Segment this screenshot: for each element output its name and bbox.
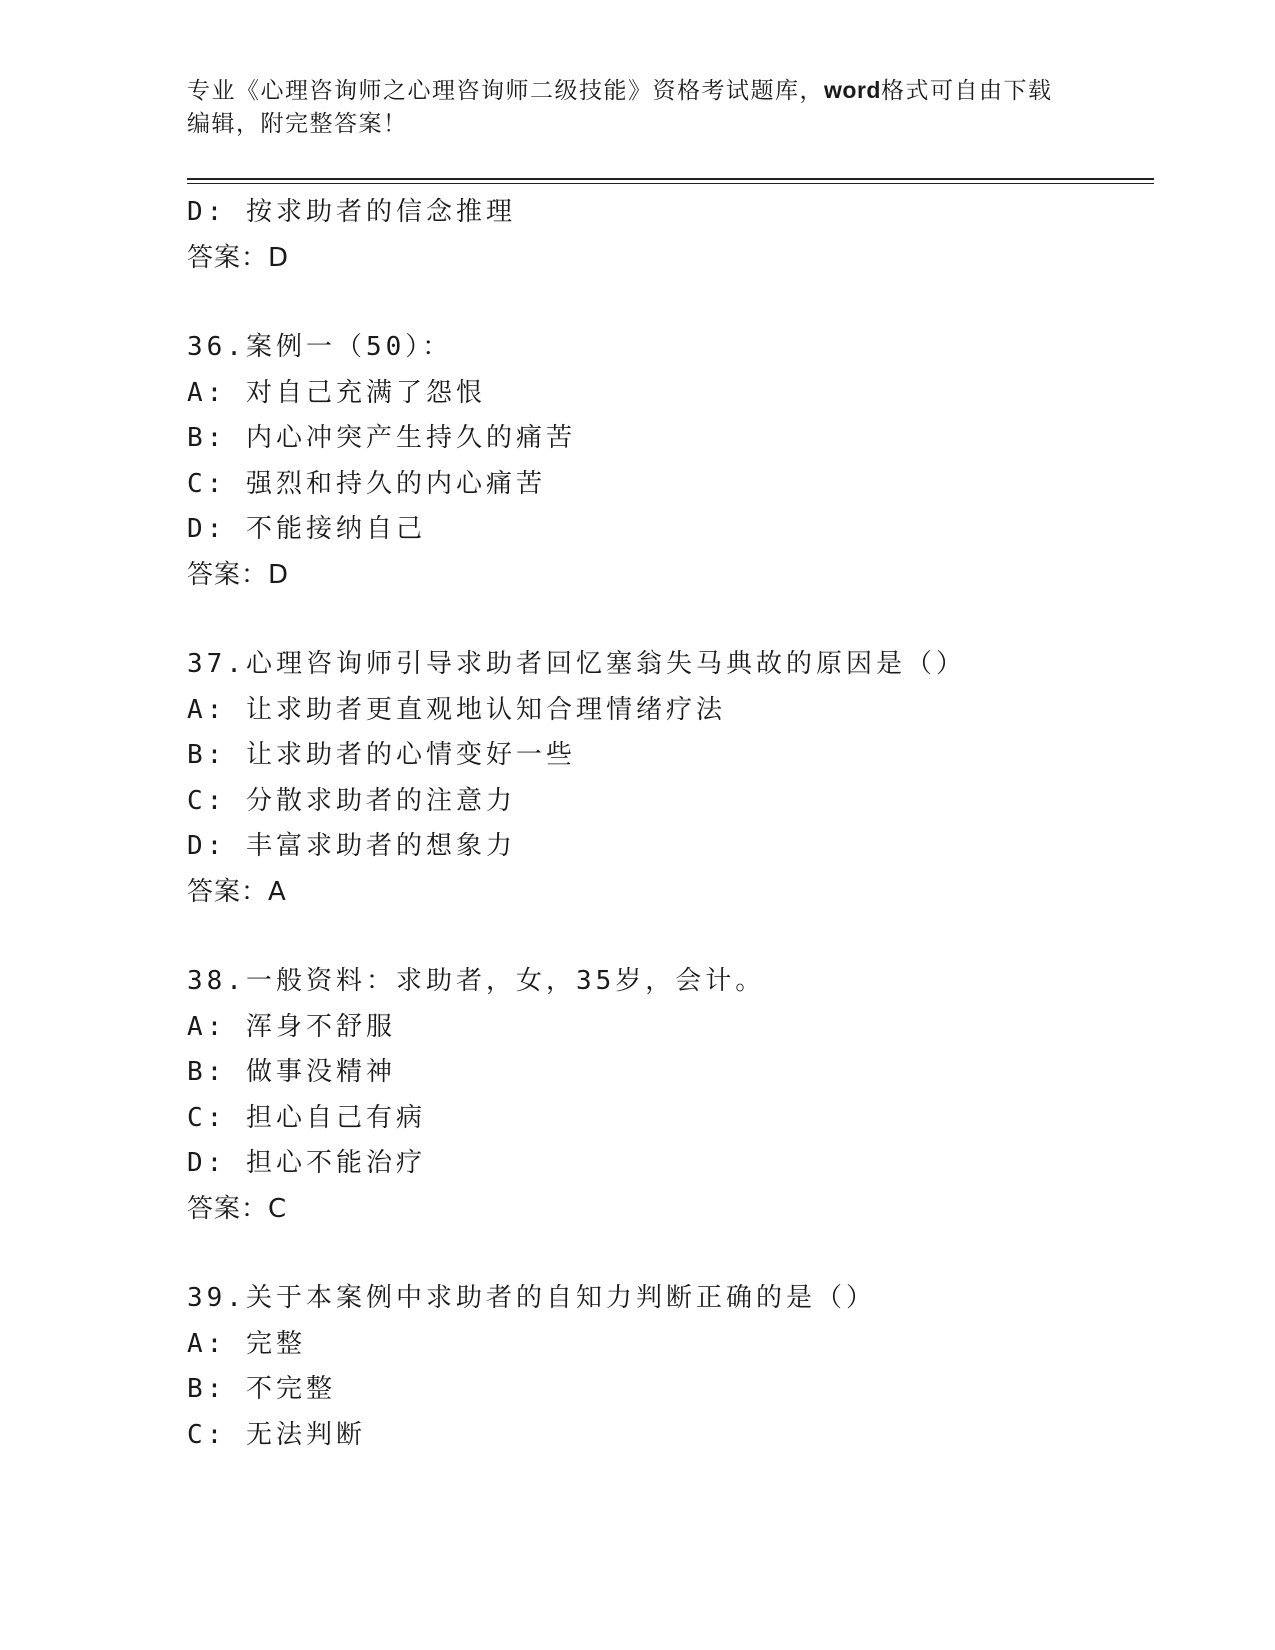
answer: 答案：A — [187, 876, 287, 907]
option-a: A: 完整 — [187, 1328, 306, 1359]
header-line-1-post: 格式可自由下载 — [880, 78, 1053, 104]
option-d: D: 担心不能治疗 — [187, 1148, 426, 1178]
option-b: B: 让求助者的心情变好一些 — [187, 740, 576, 770]
question-list — [187, 190, 1147, 1458]
spacer — [187, 915, 1147, 959]
option-a: A: 浑身不舒服 — [187, 1011, 396, 1042]
question-block-39 — [187, 1276, 1147, 1458]
header-line-1 — [187, 74, 1087, 108]
option-b: B: 内心冲突产生持久的痛苦 — [187, 423, 576, 453]
option-a: A: 让求助者更直观地认知合理情绪疗法 — [187, 694, 726, 725]
header-line-2: 编辑，附完整答案！ — [187, 111, 408, 137]
question-block-38 — [187, 959, 1147, 1232]
header-line-1-pre: 专业《心理咨询师之心理咨询师二级技能》资格考试题库， — [187, 78, 824, 104]
header-rule-thick — [187, 178, 1154, 180]
option-c: C: 担心自己有病 — [187, 1102, 426, 1133]
header-rule-thin — [187, 183, 1154, 184]
question-text: 36.案例一（50）： — [187, 332, 453, 362]
document-header — [187, 74, 1087, 141]
question-block-36 — [187, 325, 1147, 598]
answer: 答案：D — [187, 242, 290, 273]
option-a: A: 对自己充满了怨恨 — [187, 377, 486, 408]
option-c: C: 无法判断 — [187, 1419, 366, 1450]
question-text: 38.一般资料：求助者，女，35岁，会计。 — [187, 966, 766, 996]
option-d: D: 按求助者的信念推理 — [187, 197, 516, 227]
option-b: B: 不完整 — [187, 1374, 336, 1404]
option-c: C: 分散求助者的注意力 — [187, 785, 516, 816]
option-d: D: 丰富求助者的想象力 — [187, 831, 516, 861]
question-text: 39.关于本案例中求助者的自知力判断正确的是（） — [187, 1283, 876, 1313]
spacer — [187, 598, 1147, 642]
answer: 答案：D — [187, 559, 290, 590]
question-block-37 — [187, 642, 1147, 915]
spacer — [187, 1232, 1147, 1276]
question-text: 37.心理咨询师引导求助者回忆塞翁失马典故的原因是（） — [187, 649, 966, 679]
question-block-prev — [187, 190, 1147, 281]
header-word: word — [824, 77, 881, 103]
option-b: B: 做事没精神 — [187, 1057, 396, 1087]
option-c: C: 强烈和持久的内心痛苦 — [187, 468, 546, 499]
spacer — [187, 281, 1147, 325]
option-d: D: 不能接纳自己 — [187, 514, 426, 544]
answer: 答案：C — [187, 1193, 288, 1224]
